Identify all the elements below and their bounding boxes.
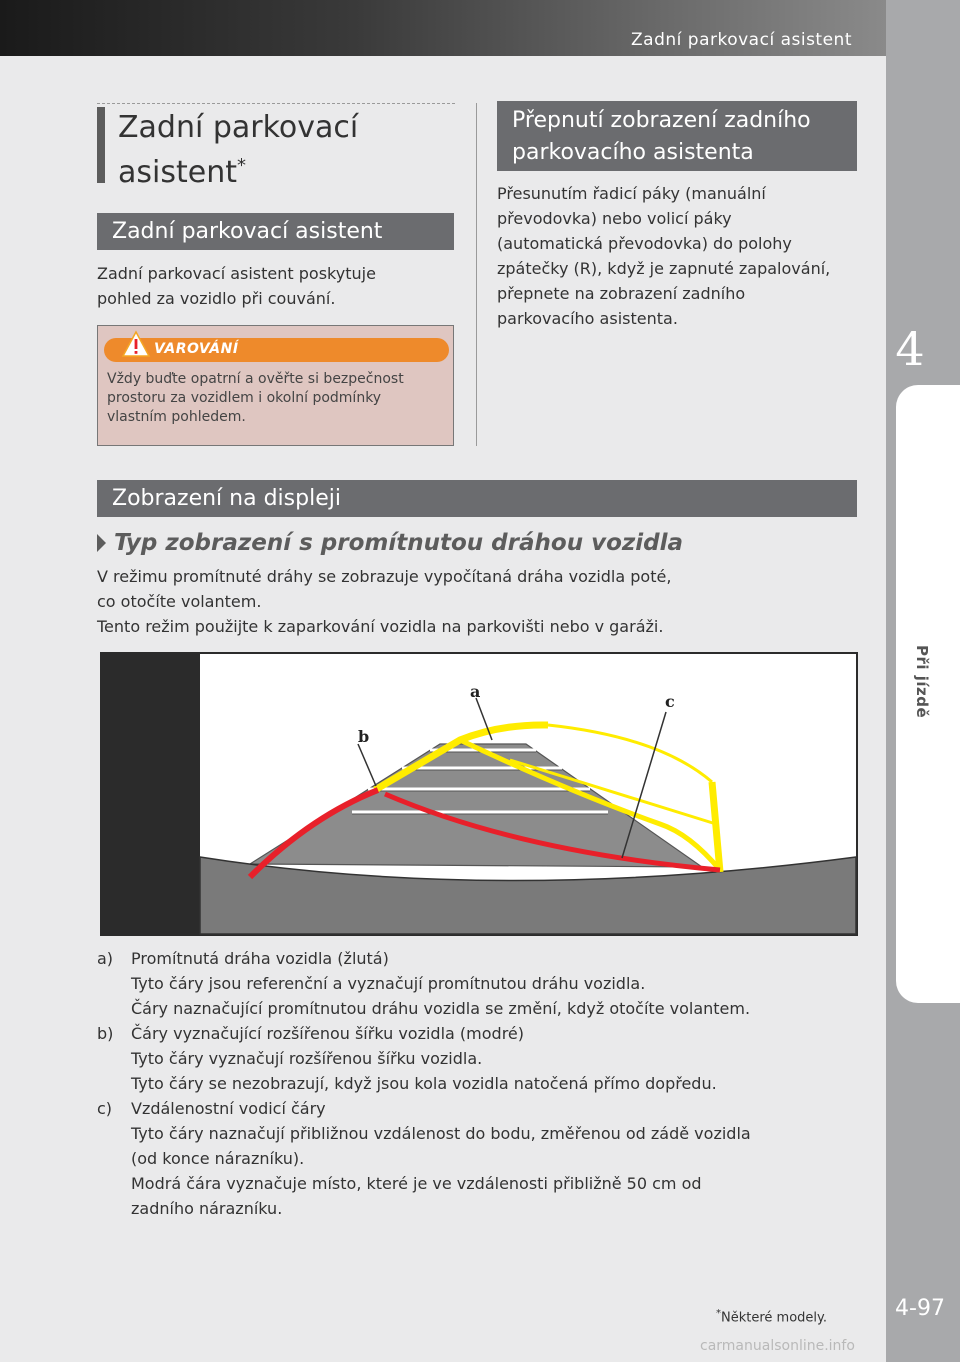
page-title [118,109,358,192]
section3-text [97,564,857,639]
figure-legend [97,946,857,1221]
legend-title: Promítnutá dráha vozidla (žlutá) [131,949,389,968]
section-heading-display [97,480,857,517]
legend-line: Modrá čára vyznačuje místo, které je ve vzdálenosti přibližně 50 cm od [131,1174,702,1193]
section-heading-line: parkovacího asistenta [512,140,754,165]
legend-title: Vzdálenostní vodicí čáry [131,1099,326,1118]
legend-line: Tyto čáry se nezobrazují, když jsou kola vozidla natočená přímo dopředu. [131,1074,717,1093]
legend-item-c [97,1096,857,1221]
header-bar [0,0,886,56]
rear-camera-illustration [100,652,858,936]
text-line: vlastním pohledem. [107,409,246,425]
text-line: pohled za vozidlo při couvání. [97,289,336,308]
section1-text [97,261,454,311]
legend-line: (od konce nárazníku). [131,1149,305,1168]
text-line: zpátečky (R), když je zapnuté zapalování, [497,259,831,278]
page-title-line1: Zadní parkovací [118,110,359,145]
header-title: Zadní parkovací asistent [631,30,852,50]
text-line: (automatická převodovka) do polohy [497,234,792,253]
title-asterisk: * [236,155,246,176]
section-heading-switching [497,101,857,171]
section-heading-text: Zadní parkovací asistent [112,219,383,244]
text-line: přepnete na zobrazení zadního [497,284,746,303]
text-line: parkovacího asistenta. [497,309,678,328]
footnote [716,1308,827,1325]
text-line: Zadní parkovací asistent poskytuje [97,264,376,283]
warning-triangle-icon [121,330,151,358]
legend-key: c) [97,1099,113,1118]
subheading-text: Typ zobrazení s promítnutou dráhou vozidla [114,530,684,556]
title-divider [97,103,455,104]
section2-text [497,181,862,331]
text-line: V režimu promítnuté dráhy se zobrazuje vypočítaná dráha vozidla poté, [97,567,672,586]
callout-label-b: b [358,727,370,746]
warning-box [97,325,454,446]
legend-line: Tyto čáry naznačují přibližnou vzdálenost do bodu, změřenou od zádě vozidla [131,1124,751,1143]
subheading [97,530,683,556]
legend-item-b [97,1021,857,1096]
main-title-block [97,103,455,190]
callout-label-c: c [665,692,675,711]
legend-line: Čáry naznačující promítnutou dráhu vozidla se změní, když otočíte volantem. [131,999,751,1018]
page-number: 4-97 [895,1296,945,1321]
title-accent-bar [97,107,105,183]
chapter-number: 4 [895,322,925,376]
chapter-label: Při jízdě [913,645,931,719]
legend-key: b) [97,1024,114,1043]
section-heading-line: Přepnutí zobrazení zadního [512,108,811,133]
triangle-bullet-icon [97,534,106,552]
legend-key: a) [97,949,114,968]
warning-header [104,338,449,362]
warning-text [107,370,447,427]
legend-item-a [97,946,857,1021]
text-line: prostoru za vozidlem i okolní podmínky [107,390,382,406]
footnote-text: Některé modely. [721,1310,827,1326]
text-line: převodovka) nebo volicí páky [497,209,732,228]
warning-label: VAROVÁNÍ [154,341,239,357]
text-line: Přesunutím řadicí páky (manuální [497,184,766,203]
column-divider [476,103,477,446]
watermark: carmanualsonline.info [700,1338,855,1354]
legend-title: Čáry vyznačující rozšířenou šířku vozidla (modré) [131,1024,525,1043]
page-title-line2: asistent [118,155,237,190]
text-line: Vždy buďte opatrní a ověřte si bezpečnost [107,371,404,387]
footnote-asterisk: * [716,1308,721,1319]
text-line: co otočíte volantem. [97,592,262,611]
legend-line: Tyto čáry vyznačují rozšířenou šířku vozidla. [131,1049,483,1068]
section-heading-rear-camera [97,213,454,250]
callout-label-a: a [470,682,481,701]
legend-line: Tyto čáry jsou referenční a vyznačují promítnutou dráhu vozidla. [131,974,646,993]
text-line: Tento režim použijte k zaparkování vozidla na parkovišti nebo v garáži. [97,617,664,636]
section-heading-text: Zobrazení na displeji [112,486,341,511]
legend-line: zadního nárazníku. [131,1199,283,1218]
